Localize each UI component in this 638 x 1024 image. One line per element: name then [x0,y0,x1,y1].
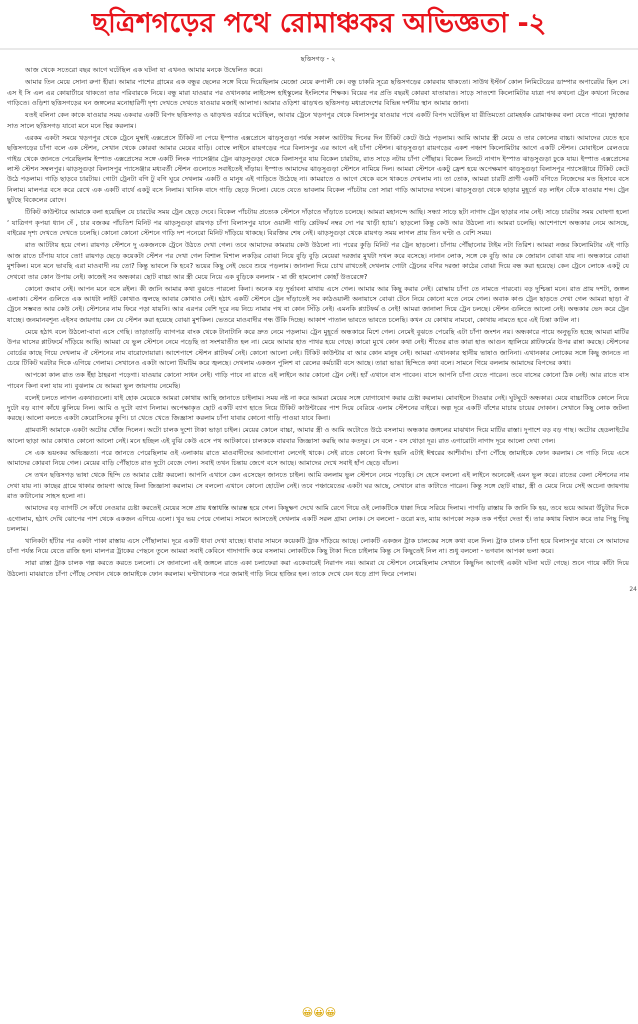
closing-emojis: 😀😀😀 [301,1006,337,1019]
paragraph: যতই বলিনা কেন কাকে যাওয়ার সময় একবার একটি বিপদ ছত্তিসগড় ও ঝাড়খণ্ড বর্ডারে ঘটেছিল, আবার ট্রেনে খড়গপুর থেকে বিলাসপুর যাওয়ার পথে একটি বিপদ ঘটেছিল যা রীতিমতো রোমহর্ষক রোমাঞ্চকর বলা যেতে পারে। দুহাজার সাত সালে ছত্তিসগড় যাবো মনে মনে স্থির করলাম। [7,111,629,130]
article-body [7,54,629,1004]
paragraph: সে এক ভয়ংকর অভিজ্ঞতা। পরে জানতে পেরেছিলাম ওই এলাকায় রাতে মাওবাদীদের আনাগোনা লেগেই থাকে। সেই রাতে কোনো বিপদ হয়নি এটাই ঈশ্বরের আশীর্বাদ। চাঁপা পৌঁছে জামাইকে ফোন করলাম। সে গাড়ি নিয়ে এসে আমাদের কোরবা নিয়ে গেল। মেয়ের বাড়ি পৌঁছাতে রাত দুটো বেজে গেল। সবাই তখন চিন্তায় জেগে বসে আছে। আমাদের দেখে সবাই হাঁপ ছেড়ে বাঁচল। [7,448,629,468]
paragraph: কোনো জবাব নেই। আপন মনে বসে রইল। কী জানি আমার কথা বুঝতে পারলো কিনা। অনেক বড় দুর্ভাবনা মাথায় এসে গেল। আমার আর কিছু করার নেই। রোদ্ধায় চাঁপা তে নামতে পারবো। বড় দুশ্চিন্তা মনে। রাত প্রায় দশটা, জঙ্গল এলাকা। স্টেশন গুলিতে এক আধটা লাইট কোথাও জ্বলছে আবার কোথাও নেই। হঠাৎ একটি স্টেশনে ট্রেন দাঁড়াতেই সব কাঠওয়ালী অনায়াসে বোঝা টেনে নিয়ে কোনো মতে নেমে গেল। অবাক কাণ্ড ট্রেন ছাড়তে দেখা গেল আমরা ছাড়া ঐ ট্রেনে সম্ভবত আর কেউ নেই। স্টেশনের নাম ফিরে পড়া যায়নি। আর এরপর বেশি দূরে নয় নিচে নামার পথ বা কোন সিঁড়ি নেই। এমনকি প্ল্যাটফর্ম ও নেই! আমরা জানালা দিয়ে ট্রেন চলছে। স্টেশন গুলিতে আলো নেই। অন্ধকার ভেদ করে ট্রেন যাচ্ছে। জনমানবশূন্য এইসব জায়গায় কেন যে স্টেশন করা হয়েছে বোঝা মুশকিল। ভেতরে মাওবাদীর গন্ধ উঁকি দিচ্ছে। আকাশ পাতাল ভাবতে ভাবতে চলেছি। কখন যে কোথায় নামবো, কোথায় নামতে হবে এই চিন্তা কাটল না। [7,284,629,324]
side-mark: 24 [629,586,637,593]
paragraph: আপকো কাল রাত তক ইঁহা ঠাহরনা পড়েগা। যাওয়ার কোনো সাধন নেই। গাড়ি পাবে না রাতে এই লাইনে আর কোনো ট্রেন নেই। হ্যাঁ এখানে বাস পাবেন। বাসে আপনি চাঁপা যেতে পারেন। তবে বাসের কোনো ঠিক নেই। আর রাতে বাস পাবেন কিনা বলা যায় না। বুঝলাম যে আমরা ভুল জায়গায় নেমেছি। [7,371,629,390]
paragraph: এরকম একটা সময়ে খড়গপুর থেকে ট্রেনে মুম্বাই এক্সপ্রেসে টিকিট না পেয়ে ইস্পাত এক্সপ্রেসে ঝাড়সুগুড়া পর্যন্ত সকাল আটটায় দিনের দিন টিকিট কেটে উঠে পড়লাম। আমি আমার স্ত্রী মেয়ে ও তার কোলের বাচ্চা। আমাদের যেতে হবে ছত্তিসগড়ের চাঁপা বলে এক স্টেশন, সেখান থেকে কোরবা আমার মেয়ের বাড়ি। বোম্বে লাইনে রায়গড়ের পরে বিলাসপুর এর আগে এই চাঁপা স্টেশন। ঝাড়সুগুড়া রায়গড়ের একশ পঞ্চাশ কিলোমিটার আগে একটি স্টেশন। মোবাইলে রেলওয়ে গাইড থেকে জানতে পেরেছিলাম ইস্পাত এক্সপ্রেসের সঙ্গে একটি লিংক প্যাসেঞ্জার ট্রেন ঝাড়সুগুড়া থেকে বিলাসপুর যায় বিকেল চারটায়, রাত সাড়ে নটায় চাঁপা পৌঁছায়। বিকেল তিনটে নাগাদ ইস্পাত ঝাড়সুগুড়া ঢুকে যায়। ইস্পাত এক্সপ্রেসের লাস্ট স্টেশন সম্বলপুর। ঝাড়সুগুড়া বিলাসপুর প্যাসেঞ্জার মধ্যবর্তী স্টেশন গুলোতে সবাইতেই দাঁড়ায়। ইস্পাত আমাদের ঝাড়সুগুড়া স্টেশনে নামিয়ে দিল। আমরা স্টেশনে একটু ফ্রেশ হয়ে অপেক্ষমাণ ঝাড়সুগুড়া বিলাসপুর প্যাসেঞ্জারে টিকিট কেটে উঠে পড়লাম। গাড়ি ছাড়বে চারটায়। গোটা ট্রেনটা বগি টু বগি ঘুরে দেখলাম একটি ও মানুষ এই গাড়িতে উঠেছে না। কামরাতে ও আগে থেকে বসে থাকতে দেখলাম না। তা তোক, আমরা চারটি প্রাণী একটি বগিতে নিজেদের মত হিসাবে বসে নিলাম। মালপত্র বসে করে রেখে এক একটি বার্থে একটু বসে নিলাম। খানিক বাদে গাড়ি ছেড়ে দিলো। যেতে যেতে ভাবলাম বিকেল পাঁচটায় তো সারা গাড়ি আমাদের দখলে। ঝাড়সুগুড়া থেকে ছাড়ার মুহূর্তে বড় লাইন বেঁকে যাওয়ার শব্দ। ট্রেন ছুটছে বিকেলের রোদে। [7,133,629,205]
place-line: ছত্তিসগড় - ২ [300,55,336,63]
paragraph: গ্রামবাসী আমাকে একটা অটোর খোঁজ দিলেন। অটো চালক দুশো টাকা ভাড়া চাইল। মেয়ের কোলে বাচ্চা, আমার স্ত্রী ও আমি অটোতে উঠে বসলাম। অন্ধকার জঙ্গলের মাঝখান দিয়ে মাটির রাস্তা। দুপাশে বড় বড় গাছ। অটোর হেডলাইটের আলো ছাড়া আর কোথাও কোনো আলো নেই। মনে হচ্ছিল এই বুঝি কেউ এসে পথ আটকাবে। চালককে বারবার জিজ্ঞাসা করছি আর কতদূর। সে বলে - বস থোড়া দূর। রাত এগারোটা নাগাদ দূরে আলো দেখা গেল। [7,426,629,445]
paragraph: আজ থেকে সতেরো বছর আগে ঘটেছিল এক ঘটনা যা এখনও আমার মনকে উদ্বেলিত করে। [25,66,263,75]
paragraph: আমার তিন মেয়ে সোনা রুপা হীরা। আমার পাশের গ্রামের এক বন্ধুর ছেলের সঙ্গে বিয়ে দিয়েছিলাম মেজো মেয়ে রুপালী কে। বন্ধু চাকরি সূত্রে ছত্তিসগড়ের কোরবায় থাকতো। সাউথ ইস্টার্ন কোল লিমিটেডের ডাম্পার অপারেটর ছিল সে। এস ই সি এল এর কোয়ার্টারে থাকতো তার পরিবারকে নিয়ে। বন্ধু মারা যাওয়ার পর ওখানকার লাইসেন্স হাইস্কুলের ইংলিশের শিক্ষক। বিয়ের পর প্রতি বছরই কোরবা যাতায়াত। সাড়ে সাতশো কিলোমিটার যাত্রা পথ কখনো ট্রেন কখনো নিজের গাড়িতে। ওড়িশা ছত্তিসগড়ের ঘন জঙ্গলের মনোহারিণী দৃশ্য দেখতে দেখতে যাওয়ার মজাই আলাদা। আমার ওড়িশা ঝাড়খণ্ড ছত্তিসগড় মধ্যপ্রদেশের বিভিন্ন দর্শনীয় স্থান আমার জানা। [7,78,629,108]
paragraph: সারা রাস্তা ট্রাক চালক গল্প করতে করতে চললো। সে জানালো এই জঙ্গলে রাতে একা চলাফেরা করা একেবারেই নিরাপদ নয়। আমরা যে স্টেশনে নেমেছিলাম সেখানে কিছুদিন আগেই একটা ঘটনা ঘটে গেছে। শুনে গায়ে কাঁটা দিয়ে উঠলো। মাঝরাতে চাঁপা পৌঁছে সেখান থেকে জামাইকে ফোন করলাম। ঘণ্টাখানেক পরে জামাই গাড়ি নিয়ে হাজির হল। তাকে দেখে যেন ধড়ে প্রাণ ফিরে পেলাম। [7,559,629,578]
paragraph: আমাদের বড় ব্যাগটি সে কাঁধে নেওয়ার চেষ্টা করতেই মেয়ের সঙ্গে প্রায় ধস্তাধস্তি আরম্ভ হয়ে গেল। কিছুক্ষণ দেখে আমি রেগে গিয়ে ওই লোকটিকে ধাক্কা দিয়ে সরিয়ে দিলাম। পাগড়ি রাস্তায় কি জানি কি হয়, তবে ভয়ে আমরা উঁচুটার দিকে এগোলাম, হঠাৎ দেখি ঝোপের পাশ থেকে একজন এগিয়ে এলো। খুব ভয় পেয়ে গেলাম। সামনে আসতেই দেখলাম একটি সরল গ্রাম্য লোক। সে বললো - ডরো মত, ম্যায় আপকো সড়ক তক পহুঁচা দেতা হুঁ। তার কথায় বিশ্বাস করে তার পিছু পিছু চললাম। [7,504,629,533]
paragraph: টিকিট কাউন্টারে আমাকে বলা হয়েছিল যে চারটের সময় ট্রেন ছেড়ে দেবে। বিকেল পাঁচটায় প্রত্যেক স্টেশনে দাঁড়াতে দাঁড়াতে চলেছে। আমরা মহানন্দে আছি। সন্ধ্যা সাড়ে ছটা নাগাদ ট্রেন ছাড়ার নাম নেই। সাড়ে চারটার সময় ঘোষণা হলো ‘ যাত্রিগণ কৃপয়া ধ্যান দেঁ , চার বজকর পাঁচতিশ মিনিট পর ঝাড়সুগুড়া রায়গড় চাঁপা বিলাসপুর যানে ওয়ালী গাড়ি প্লেটফর্ম নম্বর দো পর খাড়ী হ্যায়’। ছাড়লো কিন্তু কেউ আর উঠলো না। আমরা চলেছি। আশেপাশে অন্ধকার নেমে আসছে, বাইরের দৃশ্য দেখতে দেখতে চলেছি। কোনো কোনো স্টেশনে গাড়ি দশ পনেরো মিনিট দাঁড়িয়ে থাকছে। বিরক্তির শেষ নেই। ঝাড়সুগুড়া থেকে রায়গড় সময় লাগল প্রায় তিন ঘণ্টা ও বেশি সময়। [7,208,629,238]
paragraph: রাত আটটায় হয়ে গেল। রায়গড় স্টেশনে দু একজনকে ট্রেনে উঠতে দেখা গেল। তবে আমাদের কামরায় কেউ উঠলো না। পরের কুড়ি মিনিট পর ট্রেন ছাড়লো। চাঁপায় পৌঁছানোর টাইম নটা তিরিশ। আমরা নজর কিলোমিটার এই গাড়ি আজ রাতে চাঁপায় যাবে তো! রায়গড় ছেড়ে কয়েকটা স্টেশন পর দেখা গেল বিশাল বিশাল লকড়ির বোঝা নিয়ে বুড়ি বুড়ি মেয়েরা দরজার মুখটা দখল করে বসেছে। নানান লোক, সঙ্গে কে বুড়ি আর কে জোয়ান বোঝা যায় না। অন্ধকারে বোঝা মুশকিল। মনে মনে ভাবছি এরা মাওবাদী নয় তো? কিন্তু ভাবলে কি হবে? ভয়ের কিছু নেই ভেবে শুয়ে পড়লাম। জানালা দিয়ে চোখ রাখতেই দেখলাম গোটা ট্রেনের বগির দরজা কাঠের বোঝা দিয়ে বন্ধ করা হয়েছে। কেন ট্রেনে লোকে একটু যে দেখবো তার কোন উপায় নেই। কাজেই সব অন্ধকার। ছোট বাচ্চা আর স্ত্রী মেয়ে নিয়ে এক বুড়িকে বললাম - মা জী হামলোগ কোহাঁ উতরেঙ্গে? [7,241,629,281]
article-title: ছত্রিশগড়ের পথে রোমাঞ্চকর অভিজ্ঞতা -২ [91,8,547,39]
paragraph: মেয়ে হঠাৎ বলে উঠলো-বাবা এসে গেছি। তাড়াতাড়ি ব্যাগপত্র বাংক থেকে টানাটানি করে দ্রুত নেমে পড়লাম। ট্রেন মুহূর্তে অন্ধকারে মিশে গেল। নেমেই বুঝতে পেরেছি এটা চাঁপা জংশন নয়। অন্ধকারে পায়ে অনুভূতি হচ্ছে আমরা মাটির উপর ঘাসের প্লাটফর্মে দাঁড়িয়ে আছি। আমরা যে ভুল স্টেশনে নেমে পড়েছি তা সংশয়াতীত হল না। মেয়ে আমার হাত পাথর হয়ে গেছে। কারো মুখে কোন কথা নেই। শীতের রাত কারা হাত আগুন জ্বালিয়ে প্লাটফর্মের উপর রান্না করছে। স্টেশনের বোর্ডের কাছে গিয়ে দেখলাম ঐ স্টেশনের নাম বারোদোয়ারা। আশেপাশে স্টেশন প্লাটফর্ম নেই। কোনো আলো নেই। টিকিট কাউন্টার বা আর কোন মানুষ নেই। আমরা এখানকার স্থানীয় ভাষাও জানিনা। এখানকার লোকের সঙ্গে কিছু জানতে না চেয়ে টিকিট ঘরটার দিকে এগিয়ে গেলাম। সেখানেও একটা আলো টিমটিম করে জ্বলছে। দেখলাম একজন পুলিশ বা রেলের কর্মচারী বসে আছে। তারা ভাঙা হিন্দিতে কথা বলে। সামনে গিয়ে বললাম আমাদের বিপদের কথা। [7,327,629,368]
paragraph: বলেই চলতে লাগল একথাগুলো। যাই হোক মেয়েকে আমরা কোথায় আছি জানাতে চাইলাম। সময় নষ্ট না করে আমরা মেয়ের সঙ্গে যোগাযোগ করার চেষ্টা করলাম। মোবাইলে টাওয়ার নেই। ঘুটঘুটে অন্ধকার। মেয়ে বাচ্চাটিকে কোলে নিয়ে দুটো বড় ব্যাগ কাঁধে ঝুলিয়ে নিল। আমি ও দুটো ব্যাগ নিলাম। অপেক্ষাকৃত ছোট একটি ব্যাগ হাতে নিয়ে টিকিট কাউন্টারের পাশ দিয়ে বেরিয়ে এলাম স্টেশনের বাইরে। অল্প দূরে একটি বাঁশের মাচায় চায়ের দোকান। সেখানে কিছু লোক জটলা করছে। আলো বলতে একটা কেরোসিনের কুপি। চা খেতে খেতে জিজ্ঞাসা করলাম চাঁপা যাবার কোনো গাড়ি পাওয়া যাবে কিনা। [7,393,629,423]
paragraph: সে তখন ছত্তিসগড় ভাষা থেকে হিন্দি তে আমার চেষ্টা করলো। আপনি এখানে কেন এসেছেন জানতে চাইল। আমি বললাম ভুল স্টেশনে নেমে পড়েছি। সে হেসে বললো এই লাইনে অনেকেই এমন ভুল করে। রাতের বেলা স্টেশনের নাম দেখা যায় না। কাছের গ্রামে থাকার জায়গা আছে কিনা জিজ্ঞাসা করলাম। সে বললো এখানে কোনো হোটেল নেই। তবে পঞ্চায়েতের একটা ঘর আছে, সেখানে রাত কাটাতে পারেন। কিন্তু সঙ্গে ছোট বাচ্চা, স্ত্রী ও মেয়ে নিয়ে সেই অচেনা জায়গায় রাত কাটানোর সাহস হলো না। [7,471,629,501]
title-divider [0,48,638,50]
paragraph: খানিকটা হাঁটার পর একটা পাকা রাস্তায় এসে পৌঁছালাম। দূরে একটি ধাবা দেখা যাচ্ছে। ধাবার সামনে কয়েকটি ট্রাক দাঁড়িয়ে আছে। লোকটি একজন ট্রাক চালকের সঙ্গে কথা বলে দিল। ট্রাক চালক চাঁপা হয়ে বিলাসপুর যাবে। সে আমাদের চাঁপা পর্যন্ত নিয়ে যেতে রাজি হল। মালপত্র ট্রাকের পেছনে তুলে আমরা সবাই কেবিনে গাদাগাদি করে বসলাম। লোকটিকে কিছু টাকা দিতে চাইলাম কিন্তু সে কিছুতেই নিল না। শুধু বললো - ভগবান আপকা ভলা করে। [7,536,629,556]
